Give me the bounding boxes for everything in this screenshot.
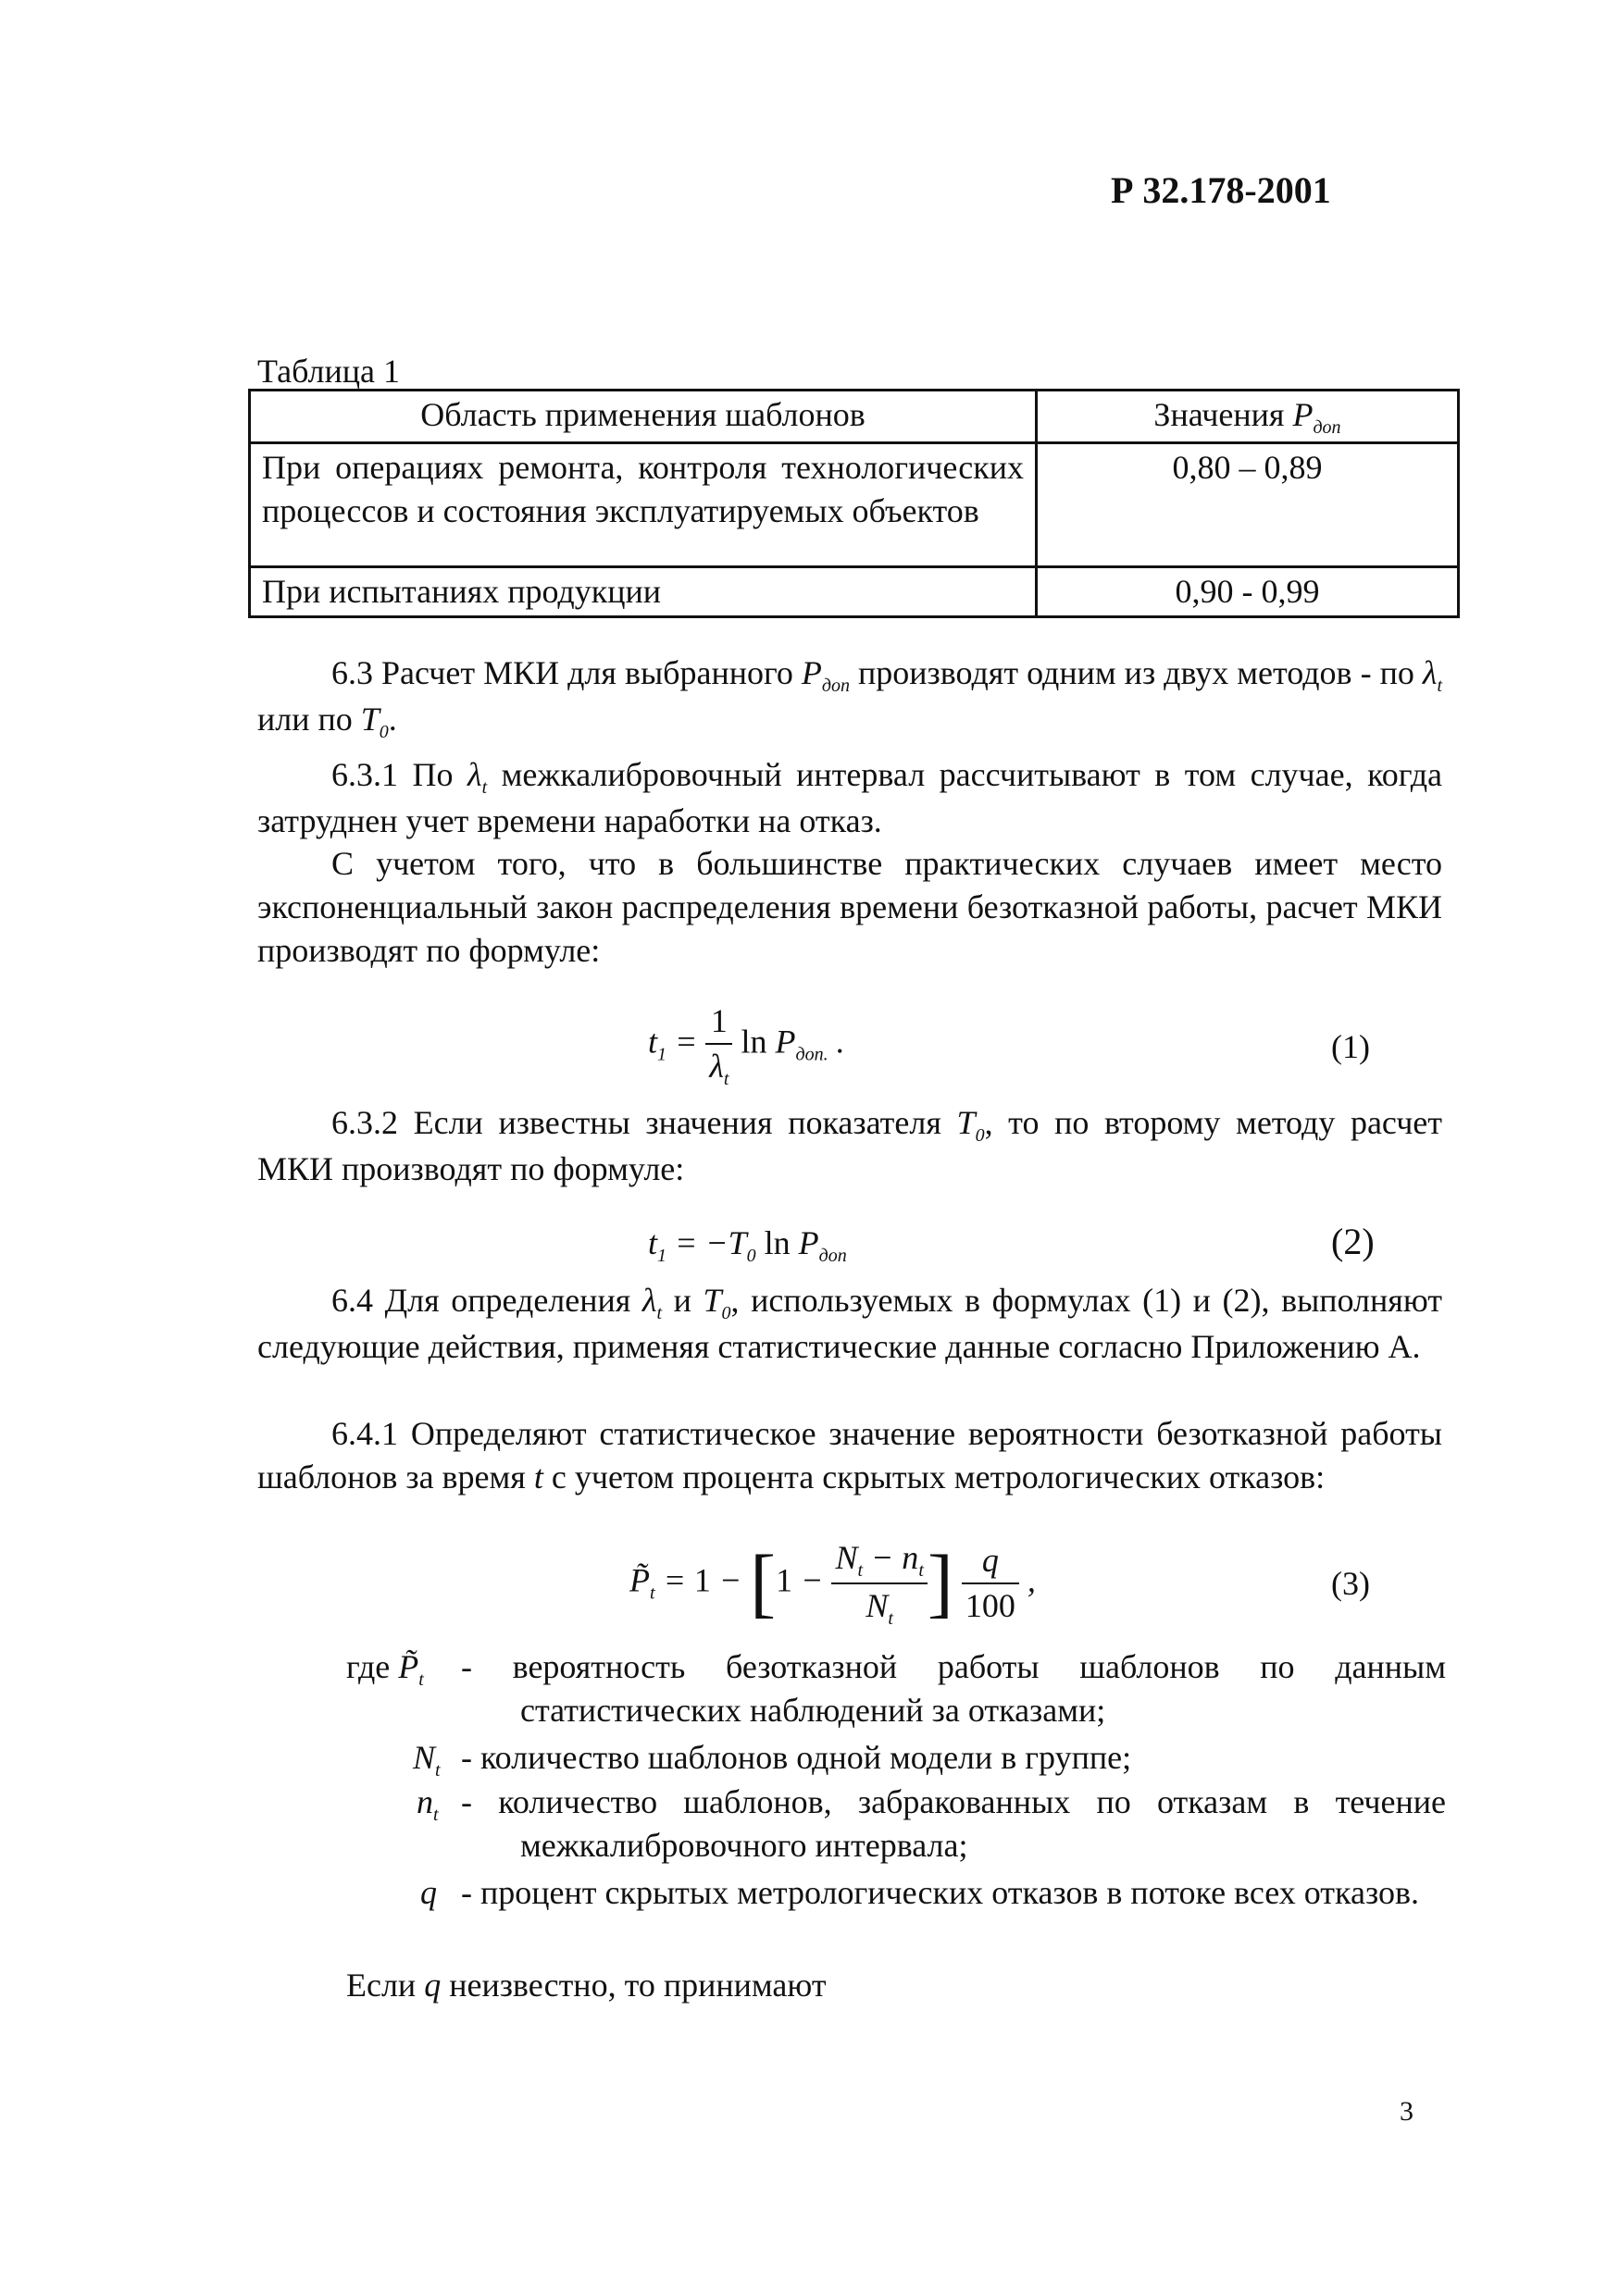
text: , то по второму методу расчет МКИ производят по формуле: xyxy=(257,1104,1443,1187)
text: 6.4 Для определения xyxy=(331,1282,631,1319)
definition-symbol: где $P̃_t$ xyxy=(346,1648,424,1690)
t-subscript: t xyxy=(481,777,488,798)
text: или по xyxy=(257,701,353,738)
text: производят одним из двух методов - по xyxy=(858,654,1414,691)
page-number: 3 xyxy=(1400,2096,1414,2127)
zero-subscript: 0 xyxy=(379,722,389,742)
lambda-symbol: λ xyxy=(467,756,482,793)
table-row xyxy=(250,443,1459,567)
col-header-area: Область применения шаблонов xyxy=(250,391,1037,443)
text: , используемых в формулах (1) и (2), выполняют следующие действия, применяя статистические данные согласно Приложению А. xyxy=(257,1282,1442,1365)
table-cell-area: При испытаниях продукции xyxy=(250,567,1037,617)
definition-symbol: q xyxy=(420,1874,437,1911)
zero-subscript: 0 xyxy=(975,1125,985,1146)
p-symbol: P xyxy=(1292,396,1314,433)
fraction: $\frac{q}{100}$ xyxy=(962,1539,1019,1628)
t-variable: t xyxy=(533,1458,543,1496)
text: неизвестно, то принимают xyxy=(449,1967,827,2004)
col-header-value xyxy=(1037,391,1459,443)
t-symbol: T xyxy=(703,1282,722,1319)
text: 6.3.1 По xyxy=(331,756,454,793)
t-symbol: T xyxy=(360,701,380,738)
paragraph-6-4 xyxy=(257,1279,1442,1369)
fraction: $\frac{1}{\lambda_t}$ xyxy=(705,999,732,1091)
formula-number-1: (1) xyxy=(1331,1028,1370,1065)
table-row xyxy=(250,567,1459,617)
paragraph-exponential: С учетом того, что в большинстве практических случаев имеет место экспоненциальный закон распределения времени безотказной работы, расчет МКИ производят по формуле: xyxy=(257,845,1442,969)
lambda-symbol: λ xyxy=(641,1282,657,1319)
document-code: Р 32.178-2001 xyxy=(1111,169,1331,211)
paragraph-6-4-1 xyxy=(257,1412,1442,1499)
t-symbol: T xyxy=(956,1104,976,1141)
values-table xyxy=(248,389,1460,618)
definition-text: - количество шаблонов одной модели в группе; xyxy=(461,1739,1132,1776)
lambda-symbol: λ xyxy=(1422,654,1438,691)
definition-text: - количество шаблонов, забракованных по отказам в течение межкалибровочного интервала; xyxy=(461,1783,1446,1864)
table-cell-value: 0,80 – 0,89 xyxy=(1037,443,1459,567)
fraction: $\frac{N_t - n_t}{N_t}$ xyxy=(831,1536,927,1631)
formula-1: $t_1$ = $\frac{1}{\lambda_t}$ $\ln P_{доп.}$ . xyxy=(648,999,845,1091)
col-header-value-text: Значения xyxy=(1153,396,1285,433)
table-cell-area: При операциях ремонта, контроля технологических процессов и состояния эксплуатируемых объектов xyxy=(250,443,1037,567)
t-subscript: t xyxy=(1437,676,1443,696)
paragraph-6-3-1 xyxy=(257,753,1442,843)
paragraph-6-3: 6.3 Расчет МКИ для выбранного $P_{доп}$ производят одним из двух методов - по $\lambda_t$ или по $T_0$. xyxy=(257,654,1443,742)
formula-number-2: (2) xyxy=(1331,1221,1375,1262)
p-subscript: доп xyxy=(821,676,850,696)
t-subscript: t xyxy=(656,1303,663,1323)
definition-symbol: $n_t$ xyxy=(417,1783,439,1825)
text: межкалибровочный интервал рассчитывают в том случае, когда затруднен учет времени наработки на отказ. xyxy=(257,756,1443,839)
zero-subscript: 0 xyxy=(721,1303,731,1323)
q-variable: q xyxy=(424,1967,442,2004)
formula-number-3: (3) xyxy=(1331,1565,1370,1602)
p-subscript: доп xyxy=(1313,417,1341,438)
paragraph-last xyxy=(346,1964,827,2007)
where-label: где xyxy=(346,1648,391,1685)
p-symbol: P xyxy=(801,654,822,691)
paragraph-6-3-2 xyxy=(257,1101,1442,1191)
definition-text: - процент скрытых метрологических отказов в потоке всех отказов. xyxy=(461,1874,1419,1911)
table-cell-value: 0,90 - 0,99 xyxy=(1037,567,1459,617)
definition-symbol: $N_t$ xyxy=(413,1739,441,1781)
text: с учетом процента скрытых метрологических отказов: xyxy=(551,1458,1326,1496)
formula-3: $P̃_t = 1 - [1$ − $\frac{N_t - n_t}{N_t}$ ] $\frac{q}{100}$ , xyxy=(629,1536,1036,1631)
text: 6.3 Расчет МКИ для выбранного xyxy=(331,654,793,691)
definition-text: - вероятность безотказной работы шаблонов по данным статистических наблюдений за отказами; xyxy=(461,1648,1446,1729)
text: Если xyxy=(346,1967,417,2004)
formula-2: $t_1 = -T_0$ $\ln P_{доп}$ xyxy=(648,1224,847,1266)
text: 6.3.2 Если известны значения показателя xyxy=(331,1104,941,1141)
text: 6.4.1 Определяют статистическое значение вероятности безотказной работы шаблонов за время xyxy=(257,1415,1442,1496)
text: и xyxy=(673,1282,691,1319)
table-header-row xyxy=(250,391,1459,443)
table-caption: Таблица 1 xyxy=(257,353,400,390)
